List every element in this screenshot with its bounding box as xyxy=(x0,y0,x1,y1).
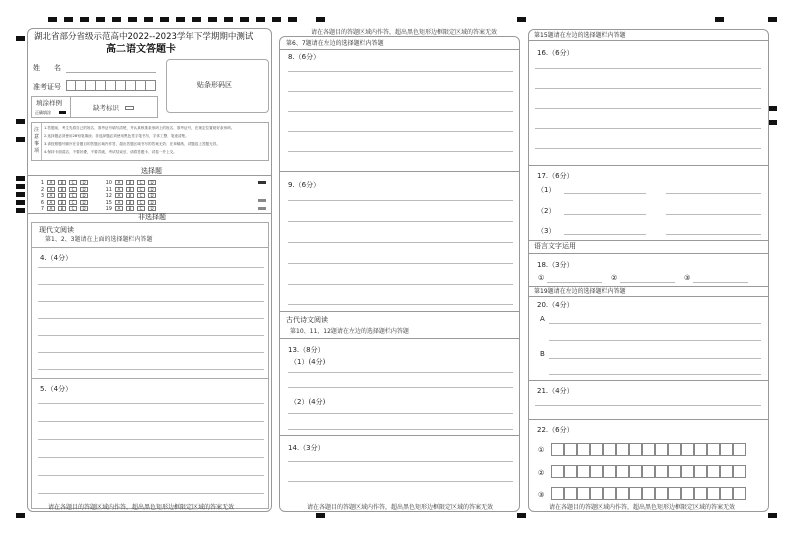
exam-number-boxes[interactable] xyxy=(66,80,156,91)
writing-cell[interactable] xyxy=(577,443,590,456)
question-17-1-label: （1） xyxy=(537,186,556,194)
choice-bubble[interactable]: C xyxy=(137,187,145,192)
writing-cell[interactable] xyxy=(733,487,746,500)
writing-cell[interactable] xyxy=(694,465,707,478)
writing-cell[interactable] xyxy=(564,443,577,456)
timing-mark xyxy=(16,513,25,518)
choice-bubble[interactable]: C xyxy=(69,180,77,185)
writing-cell[interactable] xyxy=(642,443,655,456)
timing-mark xyxy=(16,36,25,41)
question-18-label: 18.（3分） xyxy=(537,261,574,269)
notes-box xyxy=(31,122,269,161)
timing-mark xyxy=(16,200,25,205)
writing-cell[interactable] xyxy=(655,465,668,478)
choice-bubble[interactable]: B xyxy=(126,180,134,185)
writing-cell[interactable] xyxy=(603,443,616,456)
choice-grid[interactable] xyxy=(36,178,266,212)
section-classical-reading: 古代诗文阅读 xyxy=(286,316,328,324)
writing-cell[interactable] xyxy=(707,487,720,500)
choice-bubble[interactable]: D xyxy=(80,193,88,198)
writing-cell[interactable] xyxy=(720,443,733,456)
choice-row xyxy=(104,187,156,193)
choice-bubble[interactable]: B xyxy=(58,180,66,185)
section-note-10-12: 第10、11、12题请在左边的选择题栏内答题 xyxy=(290,328,409,335)
timing-mark xyxy=(16,176,25,181)
q18-mark-1: ① xyxy=(538,274,545,282)
writing-cell[interactable] xyxy=(603,465,616,478)
writing-cell[interactable] xyxy=(642,465,655,478)
choice-bubble[interactable]: A xyxy=(115,180,123,185)
timing-mark xyxy=(16,137,25,142)
choice-bubble[interactable]: B xyxy=(126,200,134,205)
question-9-label: 9.（6分） xyxy=(288,181,321,189)
choice-number: 1 xyxy=(40,180,44,186)
correct-fill-label: 正确填涂 xyxy=(35,110,51,115)
writing-cell[interactable] xyxy=(668,487,681,500)
choice-bubble[interactable]: A xyxy=(47,200,55,205)
choice-bubble[interactable]: A xyxy=(47,206,55,211)
question-17-2-label: （2） xyxy=(537,207,556,215)
choice-bubble[interactable]: B xyxy=(126,206,134,211)
choice-bubble[interactable]: C xyxy=(137,206,145,211)
timing-mark xyxy=(316,513,325,518)
question-20-label: 20.（4分） xyxy=(537,301,574,309)
footer-warning-col1: 请在各题目的答题区域内作答，超出黑色矩形边框限定区域的答案无效 xyxy=(48,504,235,511)
exam-title: 湖北省部分省级示范高中2022--2023学年下学期期中测试 xyxy=(34,32,254,42)
choice-bubble[interactable]: B xyxy=(58,200,66,205)
choice-number: 6 xyxy=(40,199,44,206)
section-language-use: 语言文字运用 xyxy=(534,242,576,250)
writing-cell[interactable] xyxy=(720,465,733,478)
q20-a-label: A xyxy=(540,315,545,323)
choice-bubble[interactable]: A xyxy=(115,187,123,192)
choice-row xyxy=(36,187,88,193)
choice-row xyxy=(104,200,156,206)
choice-bubble[interactable]: A xyxy=(115,200,123,205)
writing-cell[interactable] xyxy=(655,487,668,500)
question-22-label: 22.（6分） xyxy=(537,426,574,434)
choice-bubble[interactable]: D xyxy=(148,200,156,205)
section-note-1-3: 第1、2、3题请在上面的选择题栏内答题 xyxy=(45,236,153,243)
choice-bubble[interactable]: B xyxy=(126,193,134,198)
choice-row xyxy=(36,180,88,186)
timing-mark xyxy=(16,184,25,189)
writing-cell[interactable] xyxy=(681,443,694,456)
choice-bubble[interactable]: C xyxy=(137,200,145,205)
footer-warning-col2: 请在各题目的答题区域内作答，超出黑色矩形边框限定区域的答案无效 xyxy=(307,504,494,511)
writing-cell[interactable] xyxy=(707,443,720,456)
choice-bubble[interactable]: D xyxy=(80,187,88,192)
choice-bubble[interactable]: D xyxy=(80,200,88,205)
note-item-1: 1.答题前，考生先将自己的姓名、准考证号填写清楚，并认真核准条形码上的姓名、准考证号，在规定位置贴好条形码。 xyxy=(44,126,235,130)
question-16-label: 16.（6分） xyxy=(537,49,574,57)
writing-cell[interactable] xyxy=(590,487,603,500)
answer-area-col1 xyxy=(31,222,269,509)
writing-cell[interactable] xyxy=(616,465,629,478)
choice-bubble[interactable]: B xyxy=(58,206,66,211)
writing-cell[interactable] xyxy=(668,443,681,456)
choice-bubble[interactable]: B xyxy=(126,187,134,192)
exam-number-label: 准考证号 xyxy=(33,83,61,91)
timing-mark xyxy=(715,17,724,22)
note-item-2: 2.选择题必须使用2B铅笔填涂；非选择题必须使用黑色签字笔书写，字体工整、笔迹清楚。 xyxy=(44,134,189,138)
absent-label: 缺考标识 xyxy=(93,104,119,112)
writing-cell[interactable] xyxy=(551,465,564,478)
choice-bubble[interactable]: C xyxy=(137,180,145,185)
card-title: 高二语文答题卡 xyxy=(106,44,176,55)
writing-cell[interactable] xyxy=(642,487,655,500)
name-line[interactable] xyxy=(66,72,156,73)
timing-mark xyxy=(258,207,266,210)
choice-bubble[interactable]: D xyxy=(148,193,156,198)
choice-bubble[interactable]: C xyxy=(69,193,77,198)
choice-row xyxy=(36,200,88,206)
timing-mark xyxy=(258,199,266,202)
writing-cell[interactable] xyxy=(577,465,590,478)
choice-heading: 选择题 xyxy=(141,167,162,175)
choice-bubble[interactable]: D xyxy=(148,206,156,211)
choice-row xyxy=(36,206,88,212)
choice-row xyxy=(104,206,156,212)
name-label: 姓 名 xyxy=(33,64,61,72)
choice-number: 15 xyxy=(105,199,112,206)
choice-bubble[interactable]: C xyxy=(69,206,77,211)
timing-mark xyxy=(16,192,25,197)
column-1 xyxy=(27,28,272,512)
choice-bubble[interactable]: D xyxy=(80,206,88,211)
choice-bubble[interactable]: C xyxy=(69,187,77,192)
notes-heading: 注意事项 xyxy=(34,127,40,154)
choice-bubble[interactable]: B xyxy=(58,187,66,192)
fill-example-box xyxy=(31,96,71,118)
writing-cell[interactable] xyxy=(694,443,707,456)
writing-cell[interactable] xyxy=(694,487,707,500)
note-19: 第19题请在左边的选择题栏内答题 xyxy=(534,288,626,295)
barcode-label: 贴条形码区 xyxy=(197,81,232,89)
choice-bubble[interactable]: D xyxy=(148,187,156,192)
q22-writing-grid[interactable] xyxy=(551,443,763,507)
question-13-2-label: （2）(4分) xyxy=(290,398,326,406)
writing-cell[interactable] xyxy=(707,465,720,478)
choice-number: 3 xyxy=(40,193,44,199)
question-4-label: 4.（4分） xyxy=(40,254,73,262)
choice-bubble[interactable]: C xyxy=(69,200,77,205)
timing-mark xyxy=(517,17,526,22)
choice-bubble[interactable]: D xyxy=(148,180,156,185)
writing-cell[interactable] xyxy=(564,465,577,478)
writing-cell[interactable] xyxy=(590,465,603,478)
choice-row xyxy=(104,180,156,186)
choice-bubble[interactable]: A xyxy=(47,187,55,192)
choice-bubble[interactable]: B xyxy=(58,193,66,198)
timing-mark xyxy=(517,513,526,518)
column-2 xyxy=(279,36,520,512)
footer-warning-col3: 请在各题目的答题区域内作答，超出黑色矩形边框限定区域的答案无效 xyxy=(549,504,736,511)
question-17-3-label: （3） xyxy=(537,227,556,235)
writing-cell[interactable] xyxy=(590,443,603,456)
choice-number: 7 xyxy=(40,206,44,212)
filled-mark-icon xyxy=(59,111,66,114)
choice-number: 10 xyxy=(105,180,112,186)
q18-mark-3: ③ xyxy=(684,274,691,282)
column-3 xyxy=(528,29,769,512)
choice-bubble[interactable]: A xyxy=(47,193,55,198)
question-21-label: 21.（4分） xyxy=(537,387,574,395)
note-6-7: 第6、7题请在左边的选择题栏内答题 xyxy=(286,40,384,47)
writing-cell[interactable] xyxy=(577,487,590,500)
choice-bubble[interactable]: D xyxy=(80,180,88,185)
choice-bubble[interactable]: A xyxy=(47,180,55,185)
writing-cell[interactable] xyxy=(681,465,694,478)
note-item-4: 4.保持卡面清洁，不要折叠，不要弄破，考试结束后，请将答题卡、试卷一并上交。 xyxy=(44,150,177,154)
timing-mark xyxy=(768,513,777,518)
choice-bubble[interactable]: C xyxy=(137,193,145,198)
timing-mark xyxy=(316,17,325,22)
absent-box xyxy=(71,96,158,118)
timing-mark xyxy=(768,120,777,125)
writing-cell[interactable] xyxy=(616,487,629,500)
question-13-1-label: （1）(4分) xyxy=(290,358,326,366)
choice-number: 11 xyxy=(105,186,112,193)
choice-bubble[interactable]: A xyxy=(115,206,123,211)
writing-cell[interactable] xyxy=(629,487,642,500)
timing-mark xyxy=(16,208,25,213)
fill-example-label: 填涂样例 xyxy=(36,99,62,107)
writing-cell[interactable] xyxy=(668,465,681,478)
writing-cell[interactable] xyxy=(616,443,629,456)
q22-mark-3: ③ xyxy=(538,491,545,499)
timing-mark xyxy=(768,106,777,111)
nonchoice-heading: 非选择题 xyxy=(138,213,166,221)
top-timing-marks xyxy=(48,17,297,22)
writing-cell[interactable] xyxy=(551,487,564,500)
top-warning-col2: 请在各题目的答题区域内作答，超出黑色矩形边框限定区域的答案无效 xyxy=(311,29,498,36)
question-8-label: 8.（6分） xyxy=(288,53,321,61)
writing-cell[interactable] xyxy=(551,443,564,456)
q18-mark-2: ② xyxy=(611,274,618,282)
section-modern-reading: 现代文阅读 xyxy=(39,226,74,234)
timing-mark xyxy=(16,119,25,124)
question-5-label: 5.（4分） xyxy=(40,385,73,393)
q22-mark-1: ① xyxy=(538,446,545,454)
writing-cell[interactable] xyxy=(681,487,694,500)
choice-number: 12 xyxy=(105,193,112,199)
question-13-label: 13.（8分） xyxy=(288,346,325,354)
writing-cell[interactable] xyxy=(629,465,642,478)
writing-cell[interactable] xyxy=(603,487,616,500)
choice-number: 19 xyxy=(105,206,112,212)
note-item-3: 3.请按照题号顺序在各题目的答题区域内作答，超出答题区域书写的答案无效；在草稿纸、试题卷上答题无效。 xyxy=(44,142,220,146)
choice-row xyxy=(104,193,156,199)
q22-mark-2: ② xyxy=(538,469,545,477)
writing-cell[interactable] xyxy=(564,487,577,500)
writing-cell[interactable] xyxy=(733,443,746,456)
writing-cell[interactable] xyxy=(733,465,746,478)
barcode-area xyxy=(166,59,269,113)
note-15: 第15题请在左边的选择题栏内答题 xyxy=(534,32,626,39)
timing-mark xyxy=(768,17,777,22)
writing-cell[interactable] xyxy=(655,443,668,456)
question-14-label: 14.（3分） xyxy=(288,444,325,452)
timing-mark xyxy=(258,181,266,184)
choice-row xyxy=(36,193,88,199)
absent-checkbox[interactable] xyxy=(125,106,134,110)
question-17-label: 17.（6分） xyxy=(537,172,574,180)
q20-b-label: B xyxy=(540,350,545,358)
writing-cell[interactable] xyxy=(629,443,642,456)
choice-bubble[interactable]: A xyxy=(115,193,123,198)
writing-cell[interactable] xyxy=(720,487,733,500)
choice-number: 2 xyxy=(40,186,44,193)
